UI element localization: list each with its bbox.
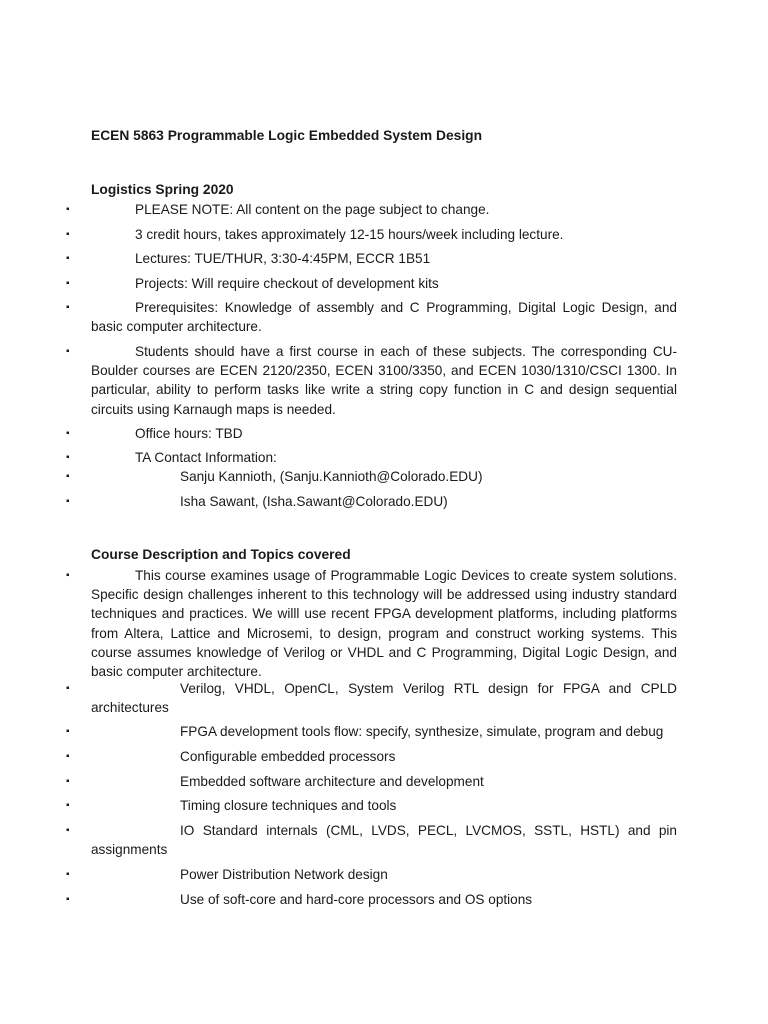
list-item [66,890,677,909]
list-item-text: Configurable embedded processors [180,749,396,764]
bullet-icon: ▪ [66,570,70,581]
bullet-icon: ▪ [66,229,70,240]
bullet-icon: ▪ [66,751,70,762]
bullet-icon: ▪ [66,825,70,836]
list-item-text: Verilog, VHDL, OpenCL, System Verilog RTL design for FPGA and CPLD architectures [91,681,677,716]
list-item [66,200,677,219]
list-item [66,298,677,336]
list-item [66,467,677,486]
bullet-icon: ▪ [66,204,70,215]
list-item-text: Prerequisites: Knowledge of assembly and C Programming, Digital Logic Design, and basic computer architecture. [91,300,677,335]
bullet-icon: ▪ [66,869,70,880]
list-item-text: This course examines usage of Programmable Logic Devices to create system solutions. Specific design challenges inherent to this technology will be addressed using industry standard techniques and practices. We willl use recent FPGA development platforms, including platforms from Altera, Lattice and Microsemi, to design, program and construct working systems. This course assumes knowledge of Verilog or VHDL and C Programming, Digital Logic Design, and basic computer architecture. [91,568,677,680]
bullet-icon: ▪ [66,278,70,289]
list-item [66,679,677,717]
bullet-icon: ▪ [66,302,70,313]
list-item-text: Projects: Will require checkout of development kits [135,276,439,291]
bullet-icon: ▪ [66,683,70,694]
bullet-icon: ▪ [66,452,70,463]
list-item-text: IO Standard internals (CML, LVDS, PECL, LVCMOS, SSTL, HSTL) and pin assignments [91,823,677,858]
bullet-icon: ▪ [66,496,70,507]
list-item-text: TA Contact Information: [135,450,277,465]
list-item [66,342,677,419]
section-heading-logistics: Logistics Spring 2020 [91,182,234,197]
list-item-text: 3 credit hours, takes approximately 12-15 hours/week including lecture. [135,227,564,242]
list-item [66,865,677,884]
list-item [66,722,677,741]
list-item [66,225,677,244]
bullet-icon: ▪ [66,253,70,264]
list-item-text: Lectures: TUE/THUR, 3:30-4:45PM, ECCR 1B51 [135,251,431,266]
list-item [66,566,677,681]
list-item-text: PLEASE NOTE: All content on the page subject to change. [135,202,490,217]
list-item-text: Embedded software architecture and development [180,774,484,789]
list-item [66,274,677,293]
list-item [66,821,677,859]
list-item-text: Timing closure techniques and tools [180,798,397,813]
list-item-text: Sanju Kannioth, (Sanju.Kannioth@Colorado.EDU) [180,469,483,484]
list-item [66,249,677,268]
list-item-text: FPGA development tools flow: specify, synthesize, simulate, program and debug [180,724,664,739]
list-item-text: Power Distribution Network design [180,867,388,882]
list-item-text: Students should have a first course in each of these subjects. The corresponding CU-Boulder courses are ECEN 2120/2350, ECEN 3100/3350, and ECEN 1030/1310/CSCI 1300. In particular, ability to perform tasks like write a string copy function in C and design sequential circuits using Karnaugh maps is needed. [91,344,677,417]
bullet-icon: ▪ [66,800,70,811]
list-item [66,448,677,467]
list-item [66,747,677,766]
section-heading-course: Course Description and Topics covered [91,547,351,562]
bullet-icon: ▪ [66,894,70,905]
bullet-icon: ▪ [66,776,70,787]
bullet-icon: ▪ [66,471,70,482]
bullet-icon: ▪ [66,428,70,439]
list-item-text: Isha Sawant, (Isha.Sawant@Colorado.EDU) [180,494,448,509]
list-item-text: Use of soft-core and hard-core processors and OS options [180,892,533,907]
list-item [66,492,677,511]
bullet-icon: ▪ [66,346,70,357]
list-item-text: Office hours: TBD [135,426,243,441]
document-title: ECEN 5863 Programmable Logic Embedded System Design [91,128,483,143]
list-item [66,772,677,791]
bullet-icon: ▪ [66,726,70,737]
list-item [66,796,677,815]
list-item [66,424,677,443]
